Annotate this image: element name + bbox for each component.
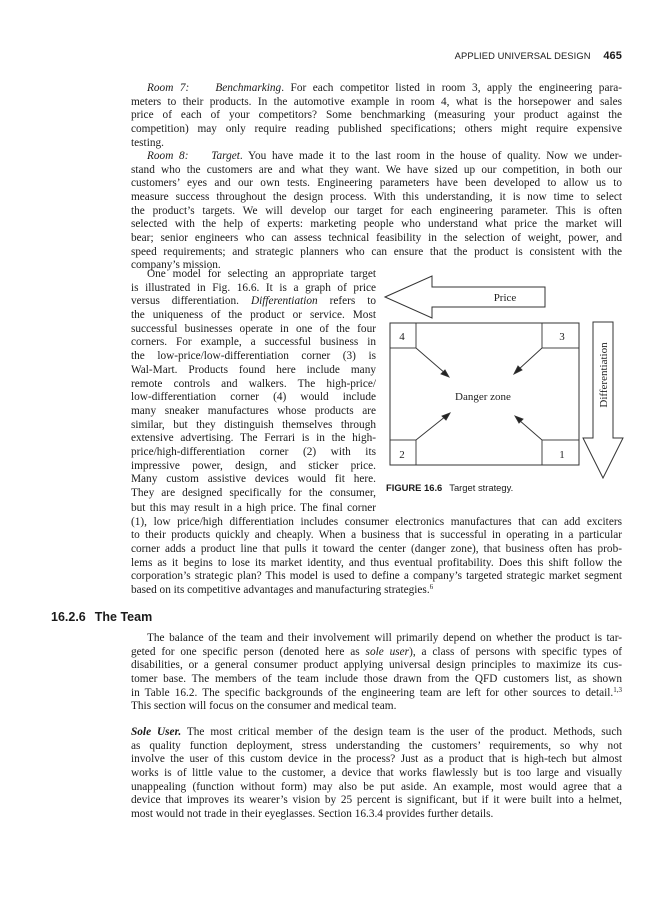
corner-label-2: 2 <box>399 449 405 461</box>
strategy-line-2a: versus differentiation. <box>131 295 240 308</box>
room7-text-0: . For each competitor listed in room 3, apply the engineering para- <box>281 82 622 94</box>
team-paragraph <box>131 632 622 714</box>
arrow-from-corner-1 <box>519 420 542 440</box>
room8-paragraph <box>131 150 622 273</box>
target-strategy-diagram <box>380 270 635 500</box>
team-line-5: This section will focus on the consumer and medical team. <box>131 700 397 713</box>
figure-caption-label: FIGURE 16.6 <box>386 482 443 493</box>
section-title: The Team <box>94 610 153 624</box>
strategy-full-line: (1), low price/high differentiation includes consumer electronics manufactures that can add exciters <box>131 515 622 528</box>
footnote-ref: 6 <box>429 582 434 591</box>
team-line-0: The balance of the team and their involvement will primarily depend on whether the product is tar- <box>147 632 622 644</box>
strategy-wrap-line: remote controls and walkers. The high-price/ <box>131 377 376 390</box>
strategy-last-text: based on its competitive advantages and manufacturing strategies. <box>131 583 430 596</box>
room8-line-2: customers’ eyes and our own tests. Engineering parameters have been developed to allow us to <box>131 177 622 190</box>
sole-user-line-4: unappealing (function without form) may also be put aside. An example, most would agree that a <box>131 780 622 793</box>
figure-caption <box>386 482 513 493</box>
strategy-full-line: corporation’s strategic plan? This model is used to define a company’s targeted strategic market segment <box>131 570 622 583</box>
strategy-full-line: to their products quickly and cheaply. When a business that is successful in operating in a particular <box>131 529 622 542</box>
team-line-4 <box>131 687 622 701</box>
sole-user-term: sole user <box>365 645 410 658</box>
strategy-line-1: is illustrated in Fig. 16.6. It is a graph of price <box>131 281 376 294</box>
team-line-4a: in Table 16.2. The specific backgrounds of the engineering team are left for other sources to detail. <box>131 686 614 699</box>
price-label: Price <box>493 292 517 304</box>
differentiation-label: Differentiation <box>598 342 610 408</box>
strategy-wrap-line: the low-price/low-differentiation corner (3) is <box>131 350 376 363</box>
strategy-wrap-line: They are designed specifically for the consumer, <box>131 487 376 499</box>
sole-user-line-2: involve the user of this custom device in the process? Just as a product that is high-tech but almost <box>131 753 622 766</box>
room7-name: Benchmarking <box>215 82 282 94</box>
figure-caption-text: Target strategy. <box>449 482 514 493</box>
room8-line-1: stand who the customers are and what they want. We have sized up our competition, in both our <box>131 163 622 176</box>
strategy-full-line: but this may result in a high price. The final corner <box>131 502 376 514</box>
differentiation-term: Differentiation <box>250 295 318 308</box>
room7-label: Room 7: <box>147 82 190 94</box>
strategy-full-line: lems as it begins to lose its market identity, and thus eventual profitability. Does this shift follow the <box>131 556 622 569</box>
sole-user-line-6: most would not trade in their eyeglasses. Section 16.3.4 provides further details. <box>131 807 494 820</box>
room7-line-1: meters to their products. In the automotive example in room 4, what is the horsepower and sales <box>131 95 622 108</box>
strategy-wrap-line: Wal-Mart. Products found here include many <box>131 363 376 376</box>
corner-label-1: 1 <box>559 449 565 461</box>
strategy-paragraph-wrap <box>131 268 376 501</box>
team-line-2: disabilities, or a general consumer product applying universal design principles to maximize its cus- <box>131 659 622 672</box>
section-number: 16.2.6 <box>51 610 86 624</box>
strategy-wrap-line: many sneaker manufactures whose products are <box>131 404 376 417</box>
strategy-wrap-line: low-differentiation corner (4) would include <box>131 391 376 404</box>
sole-user-line-5: device that improves its wearer’s vision by 25 percent is significant, but if it were built into a helmet, <box>131 794 622 807</box>
room8-line-6: bear; senior engineers who can assess technical feasibility in the selection of weight, power, and <box>131 231 622 244</box>
team-line-1 <box>131 646 622 660</box>
room8-line-4: the product’s targets. We will develop our target for each engineering parameter. This is often <box>131 204 622 217</box>
room8-line-7: speed requirements; and strategic planners who can ensure that the product is consistent with the <box>131 245 622 258</box>
corner-label-4: 4 <box>399 331 405 343</box>
strategy-last-line <box>131 584 622 598</box>
room8-line-0 <box>131 150 622 164</box>
room8-label: Room 8: <box>147 150 189 162</box>
strategy-wrap-line: similar, but they distinguish themselves through <box>131 418 376 431</box>
strategy-wrap-line: Many custom assistive devices would fit here. <box>131 473 376 486</box>
arrowhead-from-corner-2 <box>442 413 450 420</box>
strategy-full-line: corner adds a product line that pulls it toward the center (danger zone), that business often has prob- <box>131 542 622 555</box>
room8-text-0: . You have made it to the last room in the house of quality. Now we under- <box>239 150 622 162</box>
arrow-from-corner-2 <box>416 416 446 440</box>
arrow-from-corner-3 <box>518 348 542 370</box>
price-arrow <box>385 276 545 318</box>
sole-user-line-0 <box>131 726 622 740</box>
room8-line-5: selected with the help of experts: marketing people who understand what price the market will <box>131 218 622 231</box>
sole-user-line-1: as quality function deployment, stress understanding the customers’ requirements, so why not <box>131 739 622 752</box>
team-line-1b: ), a class of persons with specific types of <box>409 645 623 658</box>
strategy-line-0: One model for selecting an appropriate target <box>147 268 376 280</box>
team-line-1a: geted for one specific person (denoted here as <box>131 645 366 658</box>
corner-label-3: 3 <box>559 331 565 343</box>
running-header <box>455 50 622 62</box>
room7-line-0 <box>131 82 622 96</box>
strategy-wrap-line: the uniqueness of the product or service. Most <box>131 309 376 322</box>
strategy-wrap-line: impressive power, design, and sticker price. <box>131 459 376 472</box>
sole-user-text-0: The most critical member of the design team is the user of the product. Methods, such <box>181 726 622 738</box>
room7-paragraph <box>131 82 622 150</box>
sole-user-label: Sole User. <box>131 726 182 738</box>
room7-line-3: competition) may only require reading published specifications; others might require expensive <box>131 122 622 135</box>
room8-name: Target <box>211 150 240 162</box>
room8-line-8: company’s mission. <box>131 259 221 272</box>
strategy-line-2b: refers to <box>329 295 377 308</box>
team-line-3: tomer base. The members of the team include those drawn from the QFD customers list, as shown <box>131 672 622 685</box>
room8-line-3: measure success throughout the design process. With this understanding, it is now time to select <box>131 190 622 203</box>
sole-user-line-3: works is of little value to the customer, a device that works flawlessly but is too large and visually <box>131 766 622 779</box>
strategy-line-2 <box>131 295 376 309</box>
running-title: APPLIED UNIVERSAL DESIGN <box>454 50 591 61</box>
sole-user-paragraph <box>131 726 622 822</box>
strategy-wrap-line: corners. For example, a successful business in <box>131 336 376 349</box>
strategy-wrap-line: price/high-differentiation corner (2) with its <box>131 445 376 458</box>
figure-target-strategy <box>380 270 635 500</box>
footnote-ref: 1,3 <box>613 685 622 694</box>
room7-line-4: testing. <box>131 136 164 149</box>
arrow-from-corner-4 <box>416 348 446 374</box>
strategy-wrap-line: successful businesses operate in one of the four <box>131 322 376 335</box>
strategy-wrap-line: extensive advertising. The Ferrari is in the high- <box>131 432 376 445</box>
room7-line-2: price of each of your competitors? Some benchmarking (measuring your product against the <box>131 109 622 122</box>
danger-zone-label: Danger zone <box>455 391 511 403</box>
section-heading <box>51 610 152 624</box>
page-number: 465 <box>603 50 622 62</box>
strategy-paragraph-full <box>131 502 622 598</box>
